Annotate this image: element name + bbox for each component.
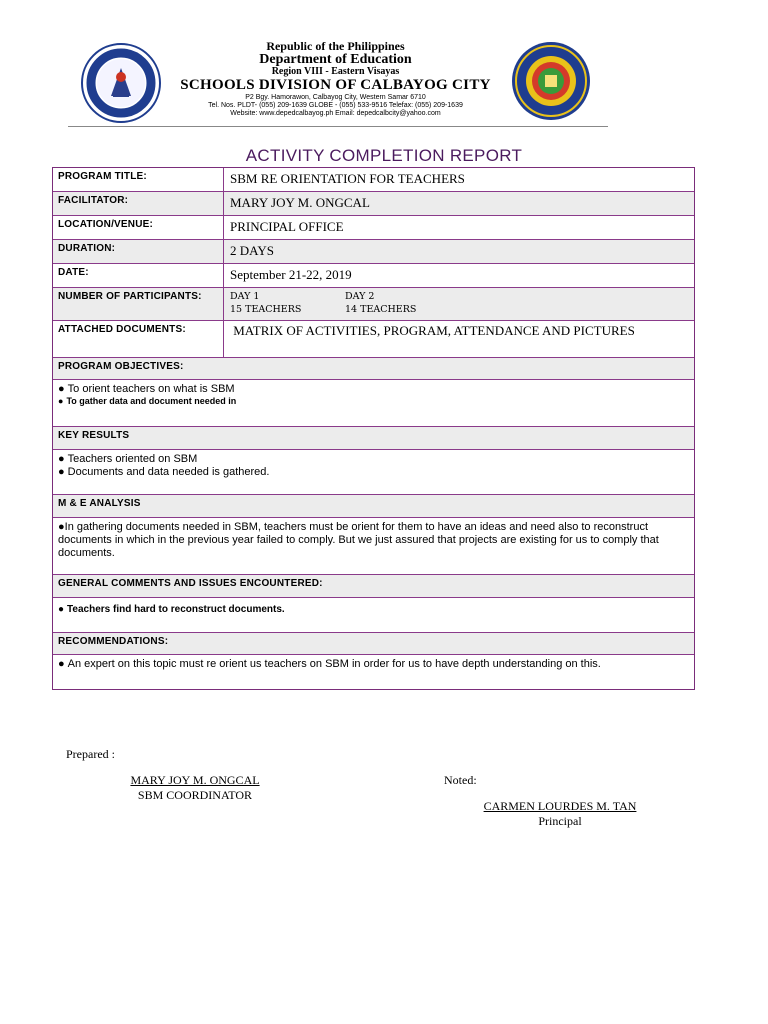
bullet-icon: ●: [58, 396, 64, 407]
row-me-analysis-heading: [53, 495, 694, 518]
comment-1: Teachers find hard to reconstruct documents.: [67, 604, 285, 615]
row-duration: [53, 240, 694, 264]
location-value: PRINCIPAL OFFICE: [230, 219, 344, 234]
program-title-label: PROGRAM TITLE:: [53, 168, 224, 191]
location-label: LOCATION/VENUE:: [53, 216, 224, 239]
list-item: [58, 658, 689, 671]
date-label: DATE:: [53, 264, 224, 287]
me-analysis-paragraph: [53, 518, 694, 574]
list-item: [58, 396, 689, 407]
objective-2: To gather data and document needed in: [66, 396, 237, 407]
day1-label: DAY 1: [230, 291, 260, 302]
list-item: [58, 466, 689, 479]
comments-list: [53, 598, 694, 632]
duration-value: 2 DAYS: [230, 243, 274, 258]
department-line: Department of Education: [259, 51, 412, 67]
prepared-title: SBM COORDINATOR: [137, 788, 253, 802]
row-objectives-body: [53, 380, 694, 427]
list-item: [58, 604, 689, 616]
recommendations-list: [53, 655, 694, 689]
recommendations-heading: RECOMMENDATIONS:: [58, 636, 169, 647]
duration-label: DURATION:: [53, 240, 224, 263]
prepared-name: MARY JOY M. ONGCAL: [130, 773, 260, 787]
row-comments-heading: [53, 575, 694, 598]
bullet-icon: ●: [58, 604, 65, 615]
row-me-analysis-body: [53, 518, 694, 575]
key-result-1: Teachers oriented on SBM: [67, 453, 198, 465]
comments-heading: GENERAL COMMENTS AND ISSUES ENCOUNTERED:: [58, 578, 323, 589]
bullet-icon: ●: [58, 466, 65, 479]
recommendation-1: An expert on this topic must re orient us teachers on SBM in order for us to have depth understanding on this.: [67, 658, 601, 670]
date-value: September 21-22, 2019: [230, 267, 352, 282]
prepared-label: Prepared :: [66, 747, 115, 761]
row-recommendations-body: [53, 655, 694, 689]
row-comments-body: [53, 598, 694, 633]
me-analysis-text: In gathering documents needed in SBM, teachers must be orient for them to have an ideas and need also to reconstruct documents in which in the previous year failed to comply. But we just assured that projects are existing for us to comply that documents.: [58, 521, 659, 560]
key-results-list: [53, 450, 694, 494]
bullet-icon: ●: [58, 383, 65, 395]
republic-line: Republic of the Philippines: [266, 39, 405, 53]
row-recommendations-heading: [53, 633, 694, 655]
row-date: [53, 264, 694, 288]
day1-value: 15 TEACHERS: [230, 304, 302, 315]
key-result-2: Documents and data needed is gathered.: [67, 466, 270, 479]
noted-signatory: [460, 799, 660, 829]
letterhead: [68, 36, 608, 128]
key-results-heading: KEY RESULTS: [58, 430, 130, 441]
objectives-heading: PROGRAM OBJECTIVES:: [58, 361, 184, 372]
phones-line: Tel. Nos. PLDT- (055) 209-1639 GLOBE - (055) 533-9516 Telefax: (055) 209-1639: [208, 101, 463, 109]
list-item: [58, 453, 689, 466]
contact-line: Website: www.depedcalbayog.ph Email: depedcalbcity@yahoo.com: [230, 109, 441, 117]
participants-values: [224, 288, 471, 320]
bullet-icon: ●: [58, 521, 65, 533]
objective-1: To orient teachers on what is SBM: [67, 383, 235, 395]
participants-label: NUMBER OF PARTICIPANTS:: [53, 288, 224, 320]
row-key-results-body: [53, 450, 694, 495]
attached-documents-value: MATRIX OF ACTIVITIES, PROGRAM, ATTENDANCE AND PICTURES: [230, 323, 635, 338]
bullet-icon: ●: [58, 453, 65, 465]
deped-seal-icon: [80, 42, 162, 124]
row-location: [53, 216, 694, 240]
letterhead-text: [163, 40, 508, 118]
report-table: [52, 167, 695, 690]
row-program-title: [53, 168, 694, 192]
me-analysis-heading: M & E ANALYSIS: [58, 498, 141, 509]
row-key-results-heading: [53, 427, 694, 450]
region-line: Region VIII - Eastern Visayas: [271, 66, 400, 78]
address-line: P2 Bgy. Hamorawon, Calbayog City, Western Samar 6710: [245, 93, 426, 101]
day2-label: DAY 2: [345, 291, 375, 302]
attached-documents-label: ATTACHED DOCUMENTS:: [53, 321, 224, 357]
day2-value: 14 TEACHERS: [345, 304, 417, 315]
row-attached-documents: [53, 321, 694, 358]
letterhead-divider: [68, 126, 608, 127]
noted-title: Principal: [538, 814, 582, 828]
objectives-list: [53, 380, 694, 426]
row-participants: [53, 288, 694, 321]
report-title: ACTIVITY COMPLETION REPORT: [245, 146, 523, 165]
list-item: [58, 383, 689, 396]
noted-name: CARMEN LOURDES M. TAN: [483, 799, 637, 813]
facilitator-label: FACILITATOR:: [53, 192, 224, 215]
row-objectives-heading: [53, 358, 694, 380]
division-line: SCHOOLS DIVISION OF CALBAYOG CITY: [180, 76, 491, 93]
program-title-value: SBM RE ORIENTATION FOR TEACHERS: [230, 171, 465, 186]
prepared-signatory: [110, 773, 280, 803]
row-facilitator: [53, 192, 694, 216]
calbayog-division-seal-icon: [510, 40, 592, 122]
facilitator-value: MARY JOY M. ONGCAL: [230, 195, 370, 210]
noted-label: Noted:: [444, 773, 477, 787]
bullet-icon: ●: [58, 658, 65, 670]
